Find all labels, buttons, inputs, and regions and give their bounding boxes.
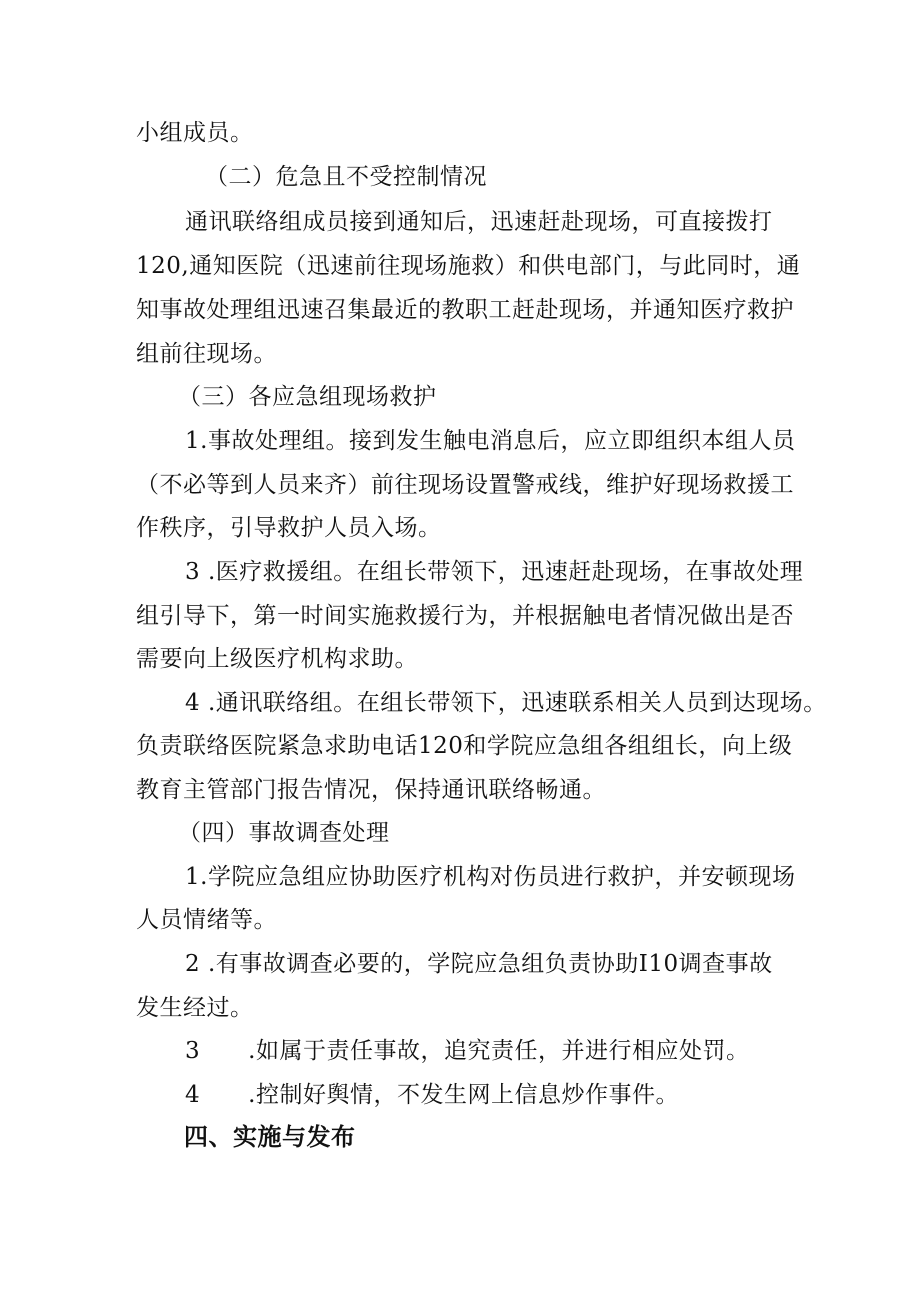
paragraph-line: 4 .通讯联络组。在组长带领下，迅速联系相关人员到达现场。: [185, 690, 827, 716]
paragraph-line: 组引导下，第一时间实施救援行为，并根据触电者情况做出是否: [136, 603, 794, 629]
paragraph-line: 教育主管部门报告情况，保持通讯联络畅通。: [136, 777, 606, 803]
section-heading: （三）各应急组现场救护: [178, 384, 437, 410]
list-text: .控制好舆情，不发生网上信息炒作事件。: [248, 1082, 679, 1108]
paragraph-line: 人员情绪等。: [136, 907, 277, 933]
paragraph-line: 1.学院应急组应协助医疗机构对伤员进行救护，并安顿现场: [185, 864, 796, 890]
section-heading: （二）危急且不受控制情况: [205, 164, 487, 190]
list-item: [185, 1036, 749, 1066]
paragraph-line: 负责联络医院紧急求助电话120和学院应急组各组组长，向上级: [136, 733, 793, 759]
paragraph-line: 组前往现场。: [136, 341, 277, 367]
paragraph-line: 2 .有事故调查必要的，学院应急组负责协助I10调查事故: [185, 951, 773, 977]
paragraph-line: 知事故处理组迅速召集最近的教职工赶赴现场，并通知医疗救护: [136, 297, 794, 323]
paragraph-line: 需要向上级医疗机构求助。: [136, 646, 418, 672]
list-text: .如属于责任事故，追究责任，并进行相应处罚。: [248, 1038, 750, 1064]
paragraph-line: 1.事故处理组。接到发生触电消息后，应立即组织本组人员: [185, 428, 796, 454]
paragraph-line: （不必等到人员来齐）前往现场设置警戒线，维护好现场救援工: [136, 472, 794, 498]
paragraph-line: 通讯联络组成员接到通知后，迅速赶赴现场，可直接拨打: [185, 209, 773, 235]
paragraph-line: 3 .医疗救援组。在组长带领下，迅速赶赴现场，在事故处理: [185, 559, 804, 585]
list-number: 4: [185, 1082, 201, 1108]
paragraph-line: 小组成员。: [136, 120, 254, 146]
section-heading: （四）事故调查处理: [178, 820, 390, 846]
list-number: 3: [185, 1038, 201, 1064]
list-item: [185, 1080, 679, 1110]
paragraph-line: 作秩序，引导救护人员入场。: [136, 515, 442, 541]
paragraph-line: 120,通知医院（迅速前往现场施救）和供电部门，与此同时，通: [136, 253, 801, 279]
paragraph-line: 发生经过。: [136, 995, 254, 1021]
chapter-heading: 四、实施与发布: [184, 1123, 356, 1151]
